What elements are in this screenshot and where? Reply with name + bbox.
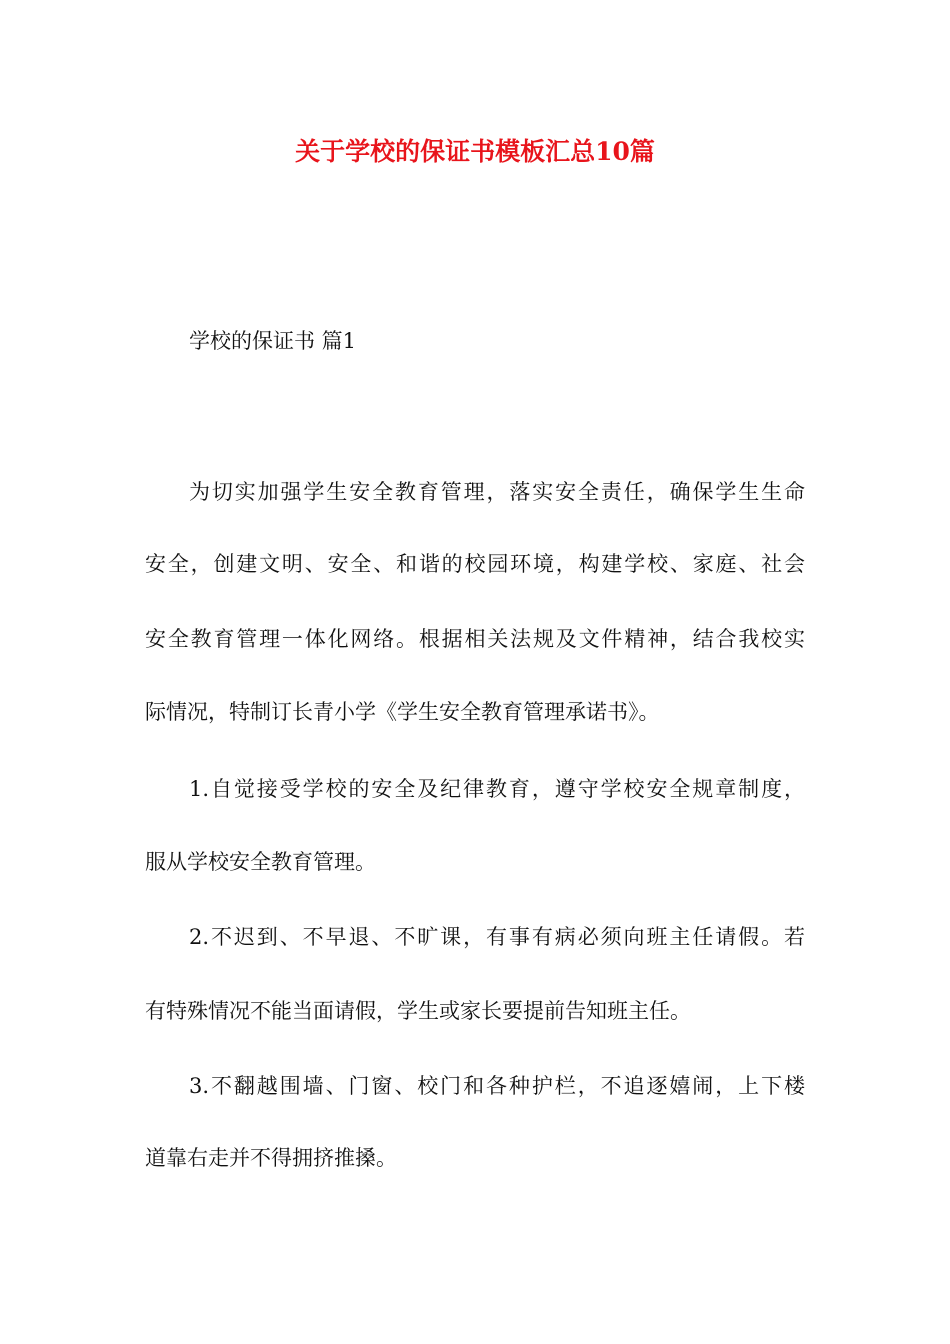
body-line: 安全，创建文明、安全、和谐的校园环境，构建学校、家庭、社会 (145, 552, 805, 576)
body-line: 2.不迟到、不早退、不旷课，有事有病必须向班主任请假。若 (189, 925, 805, 949)
section-heading: 学校的保证书 篇1 (189, 329, 357, 353)
body-line: 道靠右走并不得拥挤推搡。 (145, 1146, 397, 1170)
body-line: 服从学校安全教育管理。 (145, 850, 376, 874)
body-line: 有特殊情况不能当面请假，学生或家长要提前告知班主任。 (145, 999, 691, 1023)
body-line: 1.自觉接受学校的安全及纪律教育，遵守学校安全规章制度， (189, 777, 805, 801)
body-line: 3.不翻越围墙、门窗、校门和各种护栏，不追逐嬉闹，上下楼 (189, 1074, 805, 1098)
document-title: 关于学校的保证书模板汇总10篇 (295, 137, 655, 166)
body-line: 为切实加强学生安全教育管理，落实安全责任，确保学生生命 (189, 480, 805, 504)
body-line: 际情况，特制订长青小学《学生安全教育管理承诺书》。 (145, 700, 660, 724)
body-line: 安全教育管理一体化网络。根据相关法规及文件精神，结合我校实 (145, 627, 805, 651)
